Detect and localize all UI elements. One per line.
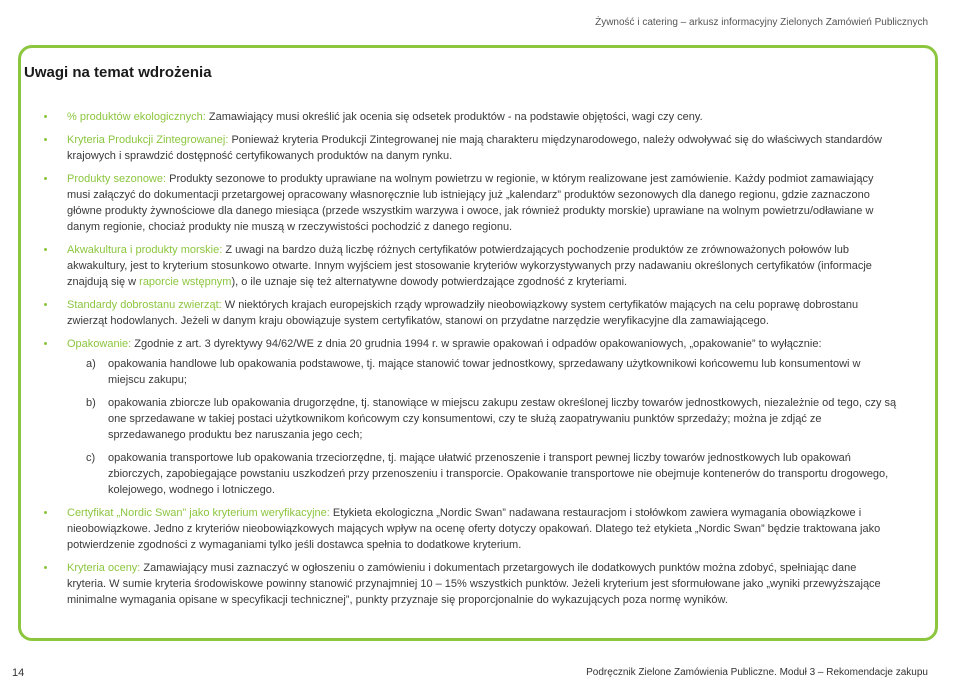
packaging-subitem <box>67 395 898 443</box>
list-item-animal-welfare <box>38 297 898 329</box>
packaging-sublist <box>67 356 898 498</box>
list-item-aquaculture <box>38 242 898 290</box>
bullet-dot <box>44 138 47 141</box>
packaging-subitem <box>67 450 898 498</box>
bullet-dot <box>44 303 47 306</box>
list-item-seasonal-products <box>38 171 898 235</box>
item-lead: Kryteria Produkcji Zintegrowanej: <box>67 134 229 146</box>
bullet-dot <box>44 115 47 118</box>
list-item-integrated-production <box>38 132 898 164</box>
item-lead: Opakowanie: <box>67 338 132 350</box>
item-lead: Certyfikat „Nordic Swan” jako kryterium weryfikacyjne: <box>67 507 330 519</box>
running-footer: Podręcznik Zielone Zamówienia Publiczne. Moduł 3 – Rekomendacje zakupu <box>586 667 928 678</box>
item-text: W niektórych krajach europejskich rządy wprowadziły nieobowiązkowy system certyfikatów mających na celu poprawę dobrostanu zwierząt hodowlanych. Jeżeli w danym kraju obowiązuje system certyfikatów, stanowi on przydatne narzędzie weryfikacyjne dla zamawiającego. <box>67 299 859 327</box>
report-link[interactable]: raporcie wstępnym <box>139 276 232 288</box>
page-number: 14 <box>12 667 25 679</box>
running-header: Żywność i catering – arkusz informacyjny Zielonych Zamówień Publicznych <box>595 17 928 28</box>
subitem-text: opakowania zbiorcze lub opakowania drugorzędne, tj. stanowiące w miejscu zakupu zestaw określonej liczby towarów jednostkowych, niezależnie od tego, czy są one sprzedawane w takiej postaci użytkownikom końcowym czy konsumentowi, czy te służą zaopatrywaniu punktów sprzedaży; można je zdjąć ze sprzedawanego produktu bez naruszania jego cech; <box>108 397 897 441</box>
list-item-organic-percent <box>38 109 898 125</box>
item-text: Z uwagi na bardzo dużą liczbę różnych certyfikatów potwierdzających pochodzenie produktów ze zrównoważonych połowów lub akwakultury, jest to kryterium stosunkowo otwarte. Innym wyjściem jest stosowanie kryteriów wykorzystywanych przy nadawaniu określonych certyfikatów (informacje znajdują się w <box>67 244 872 288</box>
item-text: Ponieważ kryteria Produkcji Zintegrowanej nie mają charakteru międzynarodowego, należy odwoływać się do właściwych standardów krajowych i sprawdzić dostępność certyfikowanych produktów na danym rynku. <box>67 134 882 162</box>
subitem-text: opakowania handlowe lub opakowania podstawowe, tj. mające stanowić towar jednostkowy, sprzedawany użytkownikowi końcowemu lub konsumentowi w miejscu zakupu; <box>108 358 861 386</box>
bullet-dot <box>44 342 47 345</box>
content-body <box>38 109 898 615</box>
item-text: Etykieta ekologiczna „Nordic Swan” nadawana restauracjom i stołówkom zawiera wymagania obowiązkowe i nieobowiązkowe. Jedno z kryteriów nieobowiązkowych mających wpływ na ocenę oferty dotyczy opakowań. Dlatego też etykieta „Nordic Swan” będzie traktowana jako potwierdzenie zgodności z wymaganiami tylko jeśli dostawca spełnia to dodatkowe kryterium. <box>67 507 881 551</box>
bullet-dot <box>44 248 47 251</box>
item-lead: Kryteria oceny: <box>67 562 141 574</box>
item-text: Zgodnie z art. 3 dyrektywy 94/62/WE z dnia 20 grudnia 1994 r. w sprawie opakowań i odpadów opakowaniowych, „opakowanie” to wyłącznie: <box>131 338 822 350</box>
item-lead: % produktów ekologicznych: <box>67 111 206 123</box>
packaging-subitem <box>67 356 898 388</box>
subitem-text: opakowania transportowe lub opakowania trzeciorzędne, tj. mające ułatwić przenoszenie i transport pewnej liczby towarów jednostkowych lub opakowań zbiorczych, zapobiegające powstaniu uszkodzeń przy przenoszeniu i transporcie. Opakowanie transportowe nie obejmuje kontenerów do transportu drogowego, kolejowego, wodnego i lotniczego. <box>108 452 889 496</box>
item-lead: Standardy dobrostanu zwierząt: <box>67 299 222 311</box>
bullet-dot <box>44 566 47 569</box>
page-title: Uwagi na temat wdrożenia <box>24 64 212 81</box>
item-text: Zamawiający musi zaznaczyć w ogłoszeniu o zamówieniu i dokumentach przetargowych ile dodatkowych punktów można zdobyć, spełniając dane kryteria. W sumie kryteria środowiskowe powinny stanowić przynajmniej 10 – 15% wszystkich punktów. Jeżeli kryterium jest sformułowane jako „wyniki przewyższające minimalne wymagania opisane w specyfikacji technicznej”, punkty przyznaje się proporcjonalnie do wykazujących poza normę wyników. <box>67 562 881 606</box>
bullet-dot <box>44 511 47 514</box>
item-text: Zamawiający musi określić jak ocenia się odsetek produktów - na podstawie objętości, wagi czy ceny. <box>205 111 703 123</box>
item-lead: Produkty sezonowe: <box>67 173 167 185</box>
subitem-marker: a) <box>86 358 96 370</box>
bullet-dot <box>44 177 47 180</box>
item-lead: Akwakultura i produkty morskie: <box>67 244 223 256</box>
list-item-packaging <box>38 336 898 498</box>
item-text-after: ), o ile uznaje się też alternatywne dowody potwierdzające zgodność z kryteriami. <box>231 276 628 288</box>
item-text: Produkty sezonowe to produkty uprawiane na wolnym powietrzu w regionie, w którym realizowane jest zamówienie. Każdy podmiot zamawiający musi załączyć do dokumentacji przetargowej opracowany własnoręcznie lub istniejący już „kalendarz” produktów sezonowych dla danego regionu, gdzie zaznaczono główne produkty żywnościowe dla danego miesiąca (przede wszystkim warzywa i owoce, jak również produkty morskie) uprawiane na wolnym powietrzu/odławiane w danym regionie, chociaż produkty nie muszą w rzeczywistości pochodzić z danego regionu. <box>67 173 874 233</box>
list-item-evaluation-criteria <box>38 560 898 608</box>
subitem-marker: c) <box>86 452 96 464</box>
list-item-nordic-swan <box>38 505 898 553</box>
subitem-marker: b) <box>86 397 96 409</box>
